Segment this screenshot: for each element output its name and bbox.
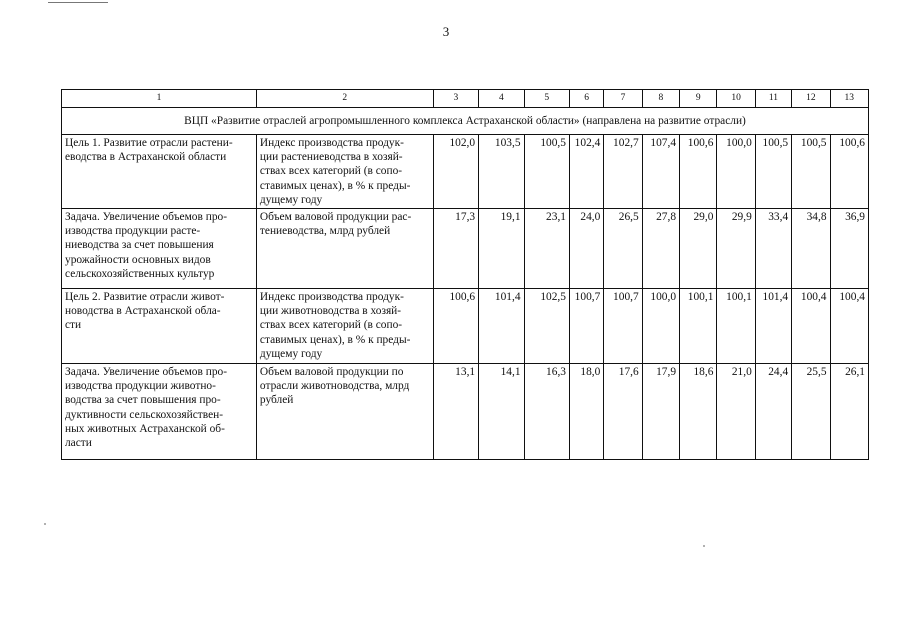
value-cell: 36,9 [830, 209, 868, 289]
value-cell: 100,4 [830, 289, 868, 364]
column-number-header: 10 [717, 90, 755, 108]
value-cell: 14,1 [479, 364, 524, 460]
value-cell: 24,0 [569, 209, 603, 289]
column-number-header: 9 [680, 90, 717, 108]
column-number-row [62, 90, 869, 108]
value-cell: 100,5 [755, 135, 791, 209]
column-number-header: 12 [792, 90, 830, 108]
indicator-cell: Объем валовой продукции рас- тениеводства, млрд рублей [256, 209, 433, 289]
table-row [62, 135, 869, 209]
value-cell: 102,5 [524, 289, 569, 364]
indicator-table [61, 89, 869, 460]
value-cell: 100,7 [569, 289, 603, 364]
indicator-cell: Индекс производства продук- ции животноводства в хозяй- ствах всех категорий (в сопо- ставимых ценах), в % к преды- дущему году [256, 289, 433, 364]
value-cell: 21,0 [717, 364, 755, 460]
value-cell: 107,4 [642, 135, 679, 209]
indicator-cell: Индекс производства продук- ции растениеводства в хозяй- ствах всех категорий (в сопо- ставимых ценах), в % к преды- дущему году [256, 135, 433, 209]
value-cell: 26,1 [830, 364, 868, 460]
value-cell: 100,6 [680, 135, 717, 209]
value-cell: 26,5 [604, 209, 642, 289]
goal-cell: Цель 1. Развитие отрасли растени- еводства в Астраханской области [62, 135, 257, 209]
value-cell: 100,0 [642, 289, 679, 364]
value-cell: 102,0 [433, 135, 478, 209]
indicator-cell: Объем валовой продукции по отрасли животноводства, млрд рублей [256, 364, 433, 460]
value-cell: 103,5 [479, 135, 524, 209]
value-cell: 17,9 [642, 364, 679, 460]
section-row [62, 108, 869, 135]
value-cell: 33,4 [755, 209, 791, 289]
value-cell: 100,6 [433, 289, 478, 364]
column-number-header: 8 [642, 90, 679, 108]
value-cell: 100,1 [680, 289, 717, 364]
value-cell: 102,7 [604, 135, 642, 209]
value-cell: 101,4 [479, 289, 524, 364]
top-rule [48, 2, 108, 3]
value-cell: 100,0 [717, 135, 755, 209]
value-cell: 100,7 [604, 289, 642, 364]
page-number: 3 [442, 24, 450, 39]
value-cell: 24,4 [755, 364, 791, 460]
value-cell: 29,0 [680, 209, 717, 289]
column-number-header: 11 [755, 90, 791, 108]
value-cell: 27,8 [642, 209, 679, 289]
column-number-header: 3 [433, 90, 478, 108]
table-row [62, 209, 869, 289]
value-cell: 102,4 [569, 135, 603, 209]
column-number-header: 5 [524, 90, 569, 108]
column-number-header: 13 [830, 90, 868, 108]
scan-speck [44, 523, 46, 525]
scan-speck [703, 545, 705, 547]
value-cell: 17,3 [433, 209, 478, 289]
value-cell: 100,4 [792, 289, 830, 364]
value-cell: 13,1 [433, 364, 478, 460]
value-cell: 25,5 [792, 364, 830, 460]
value-cell: 18,6 [680, 364, 717, 460]
value-cell: 19,1 [479, 209, 524, 289]
value-cell: 101,4 [755, 289, 791, 364]
column-number-header: 2 [256, 90, 433, 108]
value-cell: 18,0 [569, 364, 603, 460]
value-cell: 16,3 [524, 364, 569, 460]
table-row [62, 289, 869, 364]
value-cell: 100,5 [524, 135, 569, 209]
value-cell: 100,5 [792, 135, 830, 209]
column-number-header: 4 [479, 90, 524, 108]
column-number-header: 6 [569, 90, 603, 108]
goal-cell: Задача. Увеличение объемов про- изводства продукции животно- водства за счет повышения про- дуктивности сельскохозяйствен- ных животных Астраханской об- ласти [62, 364, 257, 460]
section-title: ВЦП «Развитие отраслей агропромышленного комплекса Астраханской области» (направлена на развитие отрасли) [62, 108, 869, 135]
table-body [62, 90, 869, 460]
value-cell: 29,9 [717, 209, 755, 289]
goal-cell: Задача. Увеличение объемов про- изводства продукции расте- ниеводства за счет повышения урожайности основных видов сельскохозяйственных культур [62, 209, 257, 289]
value-cell: 34,8 [792, 209, 830, 289]
column-number-header: 7 [604, 90, 642, 108]
value-cell: 23,1 [524, 209, 569, 289]
goal-cell: Цель 2. Развитие отрасли живот- новодства в Астраханской обла- сти [62, 289, 257, 364]
column-number-header: 1 [62, 90, 257, 108]
table-row [62, 364, 869, 460]
value-cell: 100,1 [717, 289, 755, 364]
value-cell: 100,6 [830, 135, 868, 209]
value-cell: 17,6 [604, 364, 642, 460]
